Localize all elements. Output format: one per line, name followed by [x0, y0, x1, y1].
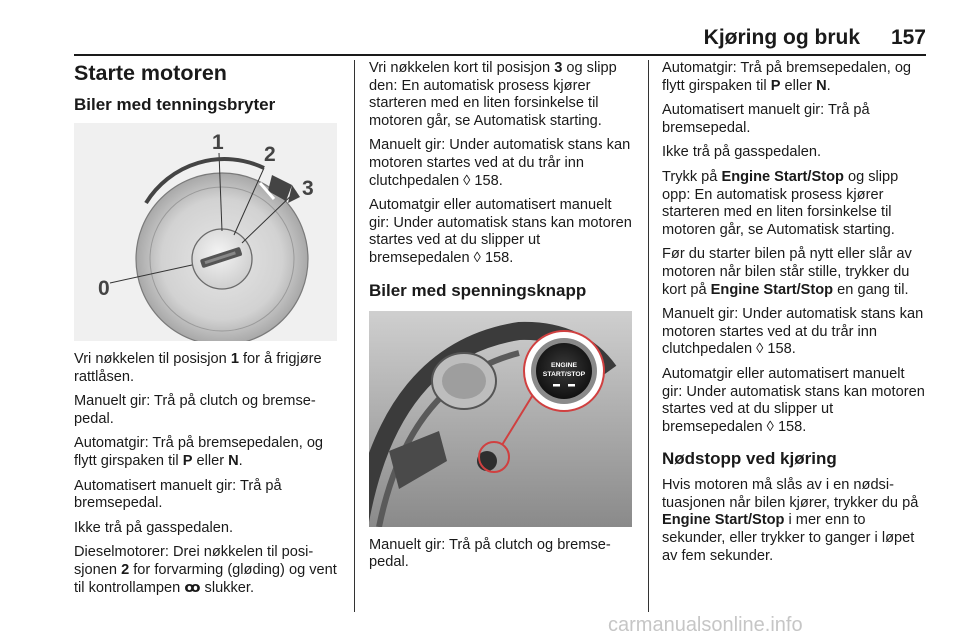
subheading-emergency-stop: Nødstopp ved kjøring: [662, 449, 837, 469]
page-number: 157: [890, 26, 926, 49]
subheading-ignition-switch: Biler med tenningsbryter: [74, 95, 276, 114]
page-reference-icon: ◊: [756, 341, 764, 358]
ignition-switch-figure: [74, 123, 337, 341]
paragraph: Manuelt gir: Under automatisk stans kan motoren startes ved at du trår inn clutchpedalen ◊ 158.: [662, 306, 924, 358]
page-reference-icon: ◊: [463, 172, 471, 189]
dashboard-illustration: [369, 311, 632, 527]
paragraph: Automatgir eller automatisert manuelt gir: Under automatisk stans kan motoren startes ved at du slipper ut bremsepedalen ◊ 158.: [369, 197, 632, 266]
column-1: [74, 60, 337, 604]
paragraph: Manuelt gir: Trå på clutch og bremsepedal.: [369, 536, 611, 571]
paragraph: Før du starter bilen på nytt eller slår av motoren når bilen står stille, trykker du kort på Engine Start/Stop en gang til.: [662, 246, 912, 298]
paragraph: Automatisert manuelt gir: Trå på bremsepedal.: [662, 102, 870, 136]
paragraph: Ikke trå på gasspedalen.: [662, 144, 822, 161]
paragraph: Vri nøkkelen kort til posisjon 3 og slipp den: En automatisk prosess kjører starteren med en liten forsinkelse til motoren går, se Automatisk starting.: [369, 60, 617, 129]
paragraph: Automatgir: Trå på bremsepedalen, og flytt girspaken til P eller N.: [662, 60, 912, 94]
button-label-start-stop: START/STOP: [542, 370, 586, 378]
column-3: [662, 60, 925, 572]
paragraph: Trykk på Engine Start/Stop og slipp opp: En automatisk prosess kjører starteren med en liten forsinkelse til motoren går, se Automatisk starting.: [662, 168, 899, 238]
paragraph: Manuelt gir: Trå på clutch og bremsepedal.: [74, 393, 316, 427]
paragraph: Vri nøkkelen til posisjon 1 for å frigjøre rattlåsen.: [74, 351, 322, 385]
paragraph: Ikke trå på gasspedalen.: [74, 519, 234, 536]
page-heading: Starte motoren: [74, 61, 227, 85]
paragraph: Automatisert manuelt gir: Trå på bremsepedal.: [74, 477, 282, 512]
glow-plug-icon: ꝏ: [184, 579, 201, 596]
paragraph: Hvis motoren må slås av i en nødsituasjonen når bilen kjører, trykker du på Engine Start/Stop i mer enn to sekunder, eller trykker to ganger i løpet av fem sekunder.: [662, 477, 919, 564]
position-label-0: 0: [98, 277, 110, 300]
paragraph: Manuelt gir: Under automatisk stans kan motoren startes ved at du trår inn clutchpedalen ◊ 158.: [369, 137, 631, 189]
position-label-3: 3: [302, 177, 314, 200]
button-label-engine: ENGINE: [550, 361, 578, 369]
column-2: [369, 60, 632, 579]
section-title: Kjøring og bruk: [703, 26, 860, 49]
watermark: carmanualsonline.info: [608, 614, 803, 636]
column-divider: [354, 60, 355, 612]
position-label-1: 1: [212, 131, 224, 154]
page-reference-icon: ◊: [766, 418, 774, 435]
subheading-power-button: Biler med spenningsknapp: [369, 280, 587, 300]
ignition-switch-illustration: [74, 123, 337, 341]
column-divider: [648, 60, 649, 612]
paragraph: Dieselmotorer: Drei nøkkelen til posisjonen 2 for forvarming (gløding) og vent til kontrollampen ꝏ slukker.: [74, 544, 337, 596]
header-rule: [74, 54, 926, 56]
start-stop-button-figure: [369, 311, 632, 527]
page-reference-icon: ◊: [473, 249, 481, 266]
position-label-2: 2: [264, 143, 276, 166]
paragraph: Automatgir: Trå på bremsepedalen, og flytt girspaken til P eller N.: [74, 435, 324, 469]
paragraph: Automatgir eller automatisert manuelt gir: Under automatisk stans kan motoren startes ved at du slipper ut bremsepedalen ◊ 158.: [662, 365, 925, 435]
